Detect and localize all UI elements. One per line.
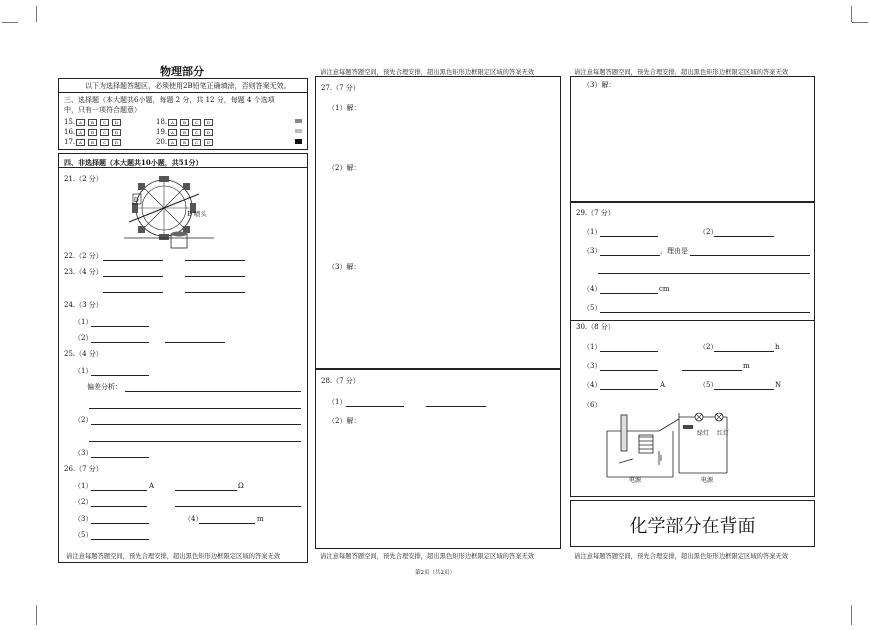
choice-row (64, 128, 124, 137)
q24-sub1: （1） (74, 318, 93, 326)
choice-bubble[interactable]: D (204, 139, 213, 146)
timing-mark-1 (295, 119, 302, 123)
q28-blank-1[interactable] (346, 406, 404, 407)
q28-blank-2[interactable] (426, 406, 486, 407)
q23-blank-3[interactable] (103, 292, 163, 293)
physics-title: 物理部分 (160, 65, 204, 78)
q29-unit-cm: cm (659, 285, 670, 293)
q27-sub2: （2）解： (328, 164, 361, 172)
choice-bubble[interactable]: C (100, 139, 109, 146)
choice-bubble[interactable]: A (168, 139, 177, 146)
q25-line-4[interactable] (89, 441, 301, 442)
q23-label: 23.（4 分） (64, 268, 103, 276)
crop-mark-bl (18, 605, 37, 625)
choice-bubble[interactable]: B (180, 129, 189, 136)
q25-sub3: （3） (74, 449, 93, 457)
q26-unit-ohm: Ω (238, 482, 244, 490)
choice-bubble[interactable]: B (88, 129, 97, 136)
q30-blank-3[interactable] (600, 370, 658, 371)
q23-blank-1[interactable] (103, 276, 163, 277)
q24-blank-1[interactable] (91, 326, 149, 327)
notice-right-top: 请注意每题答题空间，预先合理安排，超出黑色矩形边框限定区域的答案无效 (574, 69, 789, 76)
q25-blank-1[interactable] (91, 375, 149, 376)
q27-answer-box (315, 76, 561, 369)
q25-line-3[interactable] (91, 424, 301, 425)
q25-sub1: （1） (74, 367, 93, 375)
q26-blank-5[interactable] (91, 523, 149, 524)
q30-sub6: （6） (583, 401, 602, 409)
q22-blank-2[interactable] (185, 260, 245, 261)
choice-bubble[interactable]: B (88, 119, 97, 126)
q27-label: 27.（7 分） (321, 84, 360, 92)
q25-blank-3[interactable] (91, 457, 149, 458)
q29-sub1: （1） (583, 228, 602, 236)
choice-bubble[interactable]: C (192, 129, 201, 136)
nonchoice-answer-box (58, 153, 308, 563)
q26-sub4: （4） (184, 515, 203, 523)
q30-blank-1[interactable] (600, 351, 658, 352)
q30-sub3: （3） (583, 362, 602, 370)
q29-reason: ，理由是 (660, 247, 688, 255)
choice-number: 17. (64, 138, 76, 146)
choice-bubble[interactable]: C (100, 129, 109, 136)
chemistry-note-box (570, 500, 815, 547)
q25-bias-label: 偏差分析： (87, 383, 122, 391)
choice-bubble[interactable]: C (192, 119, 201, 126)
q25-label: 25.（4 分） (64, 350, 103, 358)
choice-row (156, 128, 216, 137)
choice-row (64, 118, 124, 127)
q22-blank-1[interactable] (103, 260, 163, 261)
water-wheel-figure (119, 172, 229, 252)
q22-label: 22.（2 分） (64, 252, 103, 260)
q29-blank-1[interactable] (600, 236, 658, 237)
notice-mid-bottom: 请注意每题答题空间，预先合理安排，超出黑色矩形边框限定区域的答案无效 (320, 553, 535, 560)
choice-bubble[interactable]: C (192, 139, 201, 146)
choice-bubble[interactable]: A (76, 139, 85, 146)
q29-blank-3[interactable] (600, 255, 660, 256)
q29-sub4: （4） (583, 285, 602, 293)
q28-answer-box (315, 369, 561, 549)
q29-reason-line-2[interactable] (598, 273, 810, 274)
choice-row (156, 138, 216, 147)
crop-mark-tr (851, 6, 870, 22)
q30-sub1: （1） (583, 343, 602, 351)
notice-left-bottom: 请注意每题答题空间，预先合理安排，超出黑色矩形边框限定区域的答案无效 (66, 553, 281, 560)
choice-bubble[interactable]: D (112, 119, 121, 126)
q28-sub2: （2）解： (328, 417, 361, 425)
q28-sub1: （1） (328, 398, 347, 406)
continued-sub3: （3）解： (583, 81, 616, 89)
q25-bias-line-1[interactable] (125, 391, 301, 392)
q30-blank-4[interactable] (682, 370, 742, 371)
q29-sub5: （5） (583, 304, 602, 312)
q30-sub2: （2） (699, 343, 718, 351)
choice-bubble[interactable]: B (88, 139, 97, 146)
choice-number: 15. (64, 118, 76, 126)
choice-bubble[interactable]: D (112, 129, 121, 136)
choice-bubble[interactable]: C (100, 119, 109, 126)
q30-label: 30.（8 分） (576, 323, 615, 331)
continued-answer-box (570, 76, 815, 202)
circuit-label-power-2: 电源 (701, 477, 714, 484)
q27-sub3: （3）解： (328, 263, 361, 271)
svg-text:D: D (134, 197, 139, 204)
q26-sub1: （1） (74, 482, 93, 490)
chemistry-note: 化学部分在背面 (629, 516, 756, 537)
choice-heading-1: 三、选择题（本大题共6小题，每题 2 分，共 12 分，每题 4 个选项 (64, 96, 275, 104)
q29-reason-line[interactable] (690, 255, 810, 256)
circuit-label-green: 绿灯 (697, 430, 710, 437)
q26-unit-m: m (257, 515, 264, 523)
choice-instruction: 以下为选择题答题区，必须使用2B铅笔正确填涂，否则答案无效。 (85, 82, 291, 90)
q24-blank-2[interactable] (91, 342, 149, 343)
choice-bubble[interactable]: D (204, 129, 213, 136)
choice-bubble[interactable]: A (76, 129, 85, 136)
q26-blank-3[interactable] (91, 506, 147, 507)
crop-mark-tl (18, 6, 37, 22)
q21-figure-label: B 喷头 (187, 210, 207, 218)
q30-blank-6[interactable] (714, 389, 774, 390)
q30-unit-N: N (775, 381, 782, 389)
q29-blank-4[interactable] (600, 293, 658, 294)
choice-heading-2: 中，只有一项符合题意） (64, 106, 141, 114)
q30-unit-h: h (775, 343, 780, 351)
circuit-label-power-1: 电源 (629, 477, 642, 484)
q26-unit-A: A (149, 482, 155, 490)
q30-blank-5[interactable] (600, 389, 658, 390)
q28-label: 28.（7 分） (321, 377, 360, 385)
notice-mid-top: 请注意每题答题空间，预先合理安排，超出黑色矩形边框限定区域的答案无效 (320, 69, 535, 76)
q26-sub3: （3） (74, 515, 93, 523)
q26-blank-2[interactable] (175, 490, 237, 491)
notice-right-bottom: 请注意每题答题空间，预先合理安排，超出黑色矩形边框限定区域的答案无效 (574, 553, 789, 560)
q30-unit-m: m (743, 362, 750, 370)
q26-blank-1[interactable] (91, 490, 147, 491)
q30-blank-2[interactable] (714, 351, 774, 352)
q24-label: 24.（3 分） (64, 301, 103, 309)
choice-number: 16. (64, 128, 76, 136)
choice-bubble[interactable]: A (168, 119, 177, 126)
q24-sub2: （2） (74, 334, 93, 342)
nonchoice-heading: 四、非选择题（本大题共10小题，共51分） (64, 158, 203, 167)
crop-mark-tr2 (852, 22, 868, 41)
circuit-label-red: 红灯 (717, 430, 730, 437)
q29-q30-answer-box (570, 202, 815, 497)
q29-sub3: （3） (583, 247, 602, 255)
q21-label: 21.（2 分） (64, 175, 103, 183)
choice-bubble[interactable]: B (180, 119, 189, 126)
q30-unit-A: A (660, 381, 666, 389)
choice-number: 19. (156, 128, 168, 136)
q26-sub5: （5） (74, 531, 93, 539)
choice-bubble[interactable]: D (204, 119, 213, 126)
q25-bias-line-2[interactable] (89, 408, 301, 409)
choice-bubble[interactable]: D (112, 139, 121, 146)
relay-circuit-figure (599, 407, 739, 489)
choice-bubble[interactable]: A (168, 129, 177, 136)
q29-blank-2[interactable] (714, 236, 774, 237)
q29-sub2: （2） (699, 228, 718, 236)
q30-sub4: （4） (583, 381, 602, 389)
q26-blank-6[interactable] (199, 523, 255, 524)
choice-row (156, 118, 216, 127)
q29-label: 29.（7 分） (576, 209, 615, 217)
timing-mark-3 (295, 139, 302, 144)
q23-blank-2[interactable] (185, 276, 245, 277)
choice-bubble[interactable]: B (180, 139, 189, 146)
q30-sub5: （5） (699, 381, 718, 389)
q29-blank-5[interactable] (600, 312, 810, 313)
q24-blank-3[interactable] (165, 342, 225, 343)
choice-row (64, 138, 124, 147)
choice-bubble[interactable]: A (76, 119, 85, 126)
q26-blank-4[interactable] (175, 506, 301, 507)
timing-mark-2 (295, 129, 302, 133)
crop-mark-br (851, 605, 870, 625)
choice-number: 20. (156, 138, 168, 146)
q25-sub2: （2） (74, 416, 93, 424)
q23-blank-4[interactable] (185, 292, 245, 293)
page-footer: 第2页（共2页） (415, 570, 455, 576)
choice-answer-box (58, 78, 308, 150)
crop-mark-tl2 (2, 22, 18, 41)
q26-blank-7[interactable] (91, 539, 149, 540)
q26-label: 26.（7 分） (64, 465, 103, 473)
q26-sub2: （2） (74, 498, 93, 506)
choice-number: 18. (156, 118, 168, 126)
q27-sub1: （1）解： (328, 104, 361, 112)
